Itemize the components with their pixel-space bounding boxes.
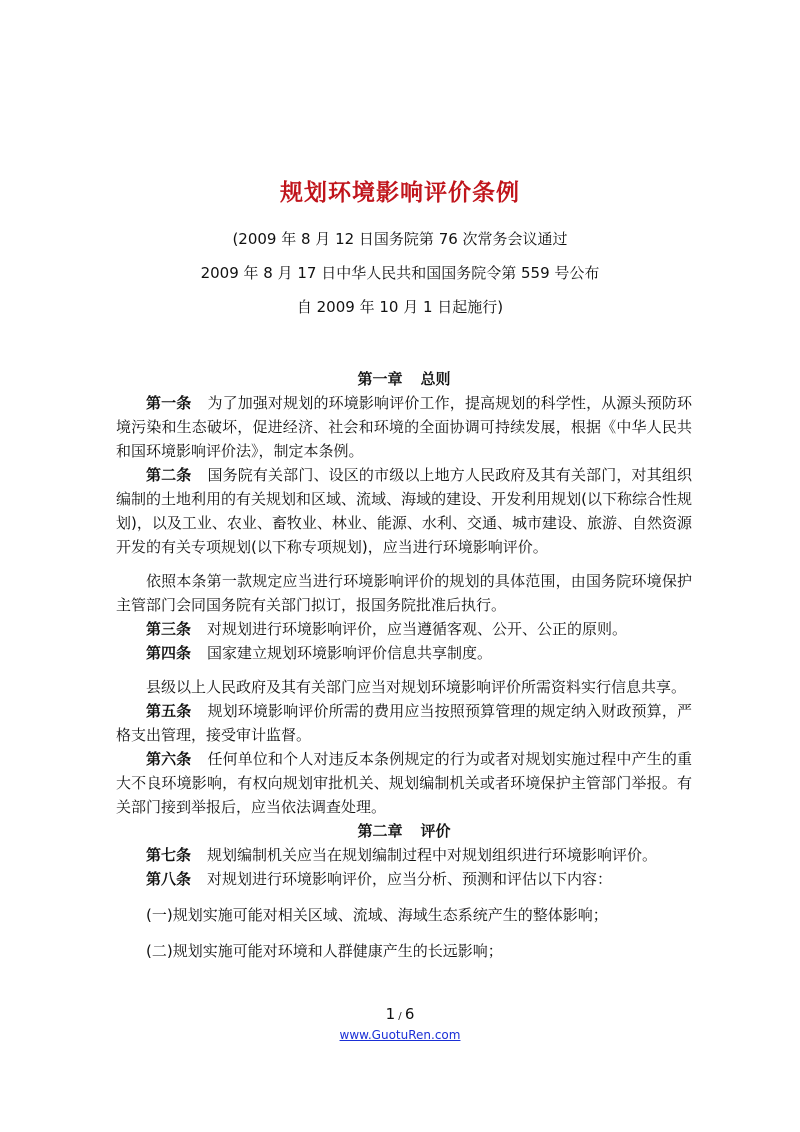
- article-text: 任何单位和个人对违反本条例规定的行为或者对规划实施过程中产生的重大不良环境影响，有权向规划审批机关、规划编制机关或者环境保护主管部门举报。有关部门接到举报后，应当依法调查处理。: [116, 750, 692, 816]
- item-text: (一)规划实施可能对相关区域、流域、海域生态系统产生的整体影响；: [146, 906, 608, 924]
- article-heading: 第五条: [146, 702, 192, 720]
- article-text: 国家建立规划环境影响评价信息共享制度。: [207, 644, 493, 662]
- article-7: [116, 843, 692, 867]
- chapter-heading-2: [116, 819, 692, 843]
- article-4: [116, 641, 692, 665]
- article-5: [116, 699, 692, 747]
- article-2: [116, 463, 692, 559]
- article-text: 对规划进行环境影响评价，应当分析、预测和评估以下内容：: [207, 870, 613, 888]
- chapter-name: 评价: [420, 822, 451, 840]
- article-heading: 第三条: [146, 620, 192, 638]
- page-separator: /: [395, 1011, 405, 1022]
- article-heading: 第八条: [146, 870, 192, 888]
- article-8: [116, 867, 692, 891]
- article-heading: 第一条: [146, 394, 192, 412]
- chapter-heading-1: [116, 367, 692, 391]
- page-current: 1: [385, 1005, 396, 1023]
- document-body: [116, 367, 692, 963]
- article-1: [116, 391, 692, 463]
- chapter-number: 第二章: [357, 822, 403, 840]
- article-heading: 第七条: [146, 846, 192, 864]
- article-text: 规划环境影响评价所需的费用应当按照预算管理的规定纳入财政预算，严格支出管理，接受审计监督。: [116, 702, 692, 744]
- article-8-item-2: [116, 939, 692, 963]
- page-number: [0, 1005, 800, 1023]
- article-heading: 第二条: [146, 466, 192, 484]
- article-6: [116, 747, 692, 819]
- chapter-number: 第一章: [357, 370, 403, 388]
- article-heading: 第四条: [146, 644, 192, 662]
- site-link[interactable]: www.GuotuRen.com: [339, 1028, 461, 1042]
- article-4-paragraph-2: [116, 675, 692, 699]
- article-2-paragraph-2: [116, 569, 692, 617]
- article-text: 依照本条第一款规定应当进行环境影响评价的规划的具体范围，由国务院环境保护主管部门会同国务院有关部门拟订，报国务院批准后执行。: [116, 572, 692, 614]
- footer-site: [0, 1028, 800, 1042]
- article-3: [116, 617, 692, 641]
- chapter-name: 总则: [420, 370, 451, 388]
- article-text: 国务院有关部门、设区的市级以上地方人民政府及其有关部门，对其组织编制的土地利用的有关规划和区域、流域、海域的建设、开发利用规划(以下称综合性规划)，以及工业、农业、畜牧业、林业、能源、水利、交通、城市建设、旅游、自然资源开发的有关专项规划(以下称专项规划)，应当进行环境影响评价。: [116, 466, 692, 556]
- document-title: 规划环境影响评价条例: [280, 180, 520, 206]
- article-text: 为了加强对规划的环境影响评价工作，提高规划的科学性，从源头预防环境污染和生态破坏，促进经济、社会和环境的全面协调可持续发展，根据《中华人民共和国环境影响评价法》，制定本条例。: [116, 394, 692, 460]
- promulgation-note: 2009 年 8 月 17 日中华人民共和国国务院令第 559 号公布: [200, 264, 600, 282]
- adoption-note: (2009 年 8 月 12 日国务院第 76 次常务会议通过: [232, 230, 568, 248]
- item-text: (二)规划实施可能对环境和人群健康产生的长远影响；: [146, 942, 503, 960]
- page-total: 6: [404, 1005, 415, 1023]
- article-text: 对规划进行环境影响评价，应当遵循客观、公开、公正的原则。: [207, 620, 628, 638]
- article-heading: 第六条: [146, 750, 192, 768]
- article-text: 规划编制机关应当在规划编制过程中对规划组织进行环境影响评价。: [207, 846, 658, 864]
- effective-date-note: 自 2009 年 10 月 1 日起施行): [296, 298, 504, 316]
- article-text: 县级以上人民政府及其有关部门应当对规划环境影响评价所需资料实行信息共享。: [146, 678, 687, 696]
- article-8-item-1: [116, 903, 692, 927]
